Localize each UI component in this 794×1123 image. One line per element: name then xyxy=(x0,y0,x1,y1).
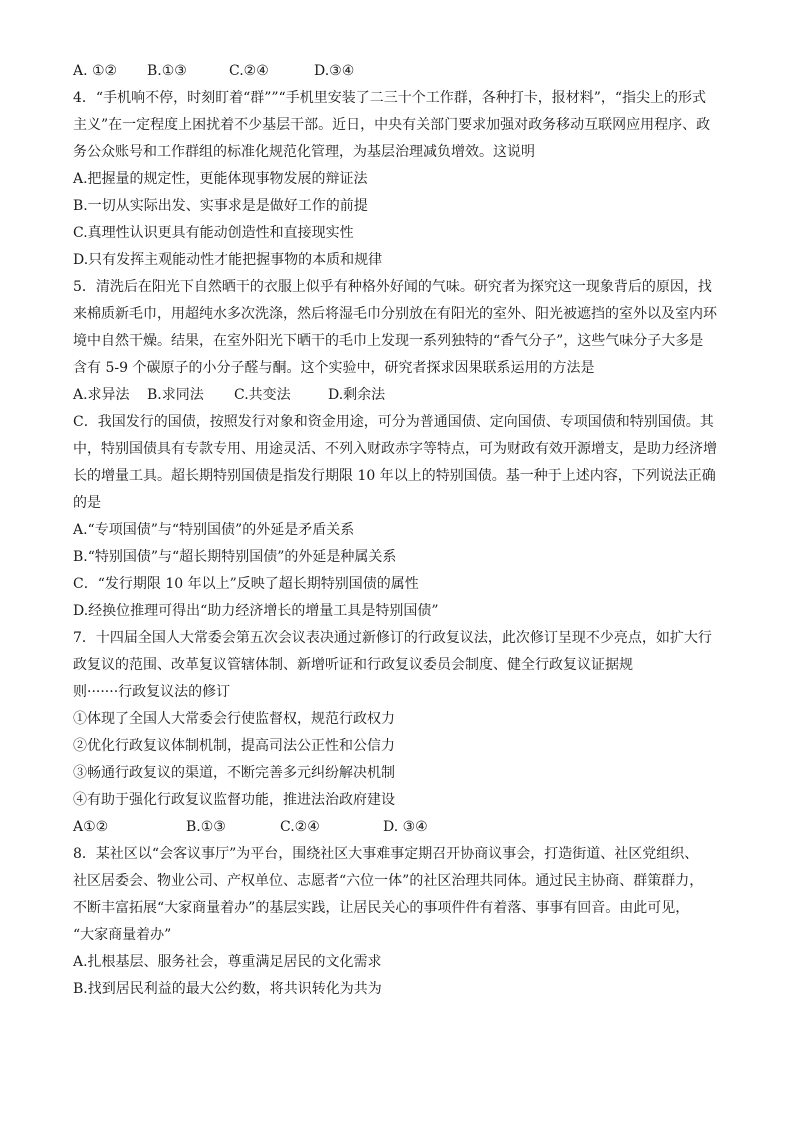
q3-options xyxy=(73,58,723,85)
q4-option-b: B.一切从实际出发、实事求是是做好工作的前提 xyxy=(73,198,368,214)
q6-option-b: B.“特别国债”与“超长期特别国债”的外延是种属关系 xyxy=(73,549,397,565)
q3-option-a: A. ①② xyxy=(73,63,118,79)
q6-option-a: A.“专项国债”与“特别国债”的外延是矛盾关系 xyxy=(73,522,355,538)
q4-option-d: D.只有发挥主观能动性才能把握事物的本质和规律 xyxy=(73,252,383,268)
q7-option-a: A①② xyxy=(73,819,109,835)
q5-stem-line: 含有 5-9 个碳原子的小分子醛与酮。这个实验中，研究者探求因果联系运用的方法是 xyxy=(73,360,595,376)
q8-stem-line: 8．某社区以“会客议事厅”为平台，围绕社区大事难事定期召开协商议事会，打造街道、社区党组织、 xyxy=(73,846,699,862)
q6-option-d: D.经换位推理可得出“助力经济增长的增量工具是特别国债” xyxy=(73,603,439,619)
question-4 xyxy=(73,85,723,274)
q7-options xyxy=(73,814,723,841)
q8-stem-line: “大家商量着办” xyxy=(73,927,172,943)
q7-item-1: ①体现了全国人大常委会行使监督权，规范行政权力 xyxy=(73,711,395,727)
q5-option-b: B.求同法 xyxy=(147,387,204,403)
q5-stem-line: 来棉质新毛巾，用超纯水多次洗涤，然后将湿毛巾分别放在有阳光的室外、阳光被遮挡的室外以及室内环 xyxy=(73,306,717,322)
q7-stem-line: 政复议的范围、改革复议管辖体制、新增听证和行政复议委员会制度、健全行政复议证据规 xyxy=(73,657,633,673)
q5-option-c: C.共变法 xyxy=(234,387,291,403)
q8-stem-line: 不断丰富拓展“大家商量着办”的基层实践，让居民关心的事项件件有着落、事事有回音。由此可见， xyxy=(73,900,690,916)
q6-stem-line: C．我国发行的国债，按照发行对象和资金用途，可分为普通国债、定向国债、专项国债和特别国债。其 xyxy=(73,414,714,430)
question-8 xyxy=(73,841,723,1003)
q6-stem-line: 的是 xyxy=(73,495,101,511)
q7-item-3: ③畅通行政复议的渠道，不断完善多元纠纷解决机制 xyxy=(73,765,395,781)
question-7 xyxy=(73,625,723,841)
question-5 xyxy=(73,274,723,409)
q7-item-4: ④有助于强化行政复议监督功能，推进法治政府建设 xyxy=(73,792,395,808)
q4-stem-line: 主义”在一定程度上困扰着不少基层干部。近日，中央有关部门要求加强对政务移动互联网应用程序、政 xyxy=(73,117,711,133)
q3-option-b: B.①③ xyxy=(147,63,187,79)
q7-stem-line: 7．十四届全国人大常委会第五次会议表决通过新修订的行政复议法，此次修订呈现不少亮点，如扩大行 xyxy=(73,630,712,646)
q6-stem-line: 长的增量工具。超长期特别国债是指发行期限 10 年以上的特别国债。基一种于上述内容，下列说法正确 xyxy=(73,468,716,484)
q7-stem-line: 则·······行政复议法的修订 xyxy=(73,684,231,700)
q6-option-c: C．“发行期限 10 年以上”反映了超长期特别国债的属性 xyxy=(73,576,419,592)
q5-option-d: D.剩余法 xyxy=(328,387,386,403)
q5-stem-line: 境中自然干燥。结果，在室外阳光下晒干的毛巾上发现一系列独特的“香气分子”，这些气味分子大多是 xyxy=(73,333,704,349)
q4-stem-line: 务公众账号和工作群组的标准化规范化管理，为基层治理减负增效。这说明 xyxy=(73,144,535,160)
q5-options xyxy=(73,382,723,409)
q4-option-c: C.真理性认识更具有能动创造性和直接现实性 xyxy=(73,225,354,241)
q7-option-c: C.②④ xyxy=(280,819,320,835)
q7-item-2: ②优化行政复议体制机制，提高司法公正性和公信力 xyxy=(73,738,395,754)
q8-option-a: A.扎根基层、服务社会，尊重满足居民的文化需求 xyxy=(73,954,382,970)
question-6 xyxy=(73,409,723,625)
q7-option-d: D. ③④ xyxy=(383,819,428,835)
q5-stem-line: 5．清洗后在阳光下自然晒干的衣服上似乎有种格外好闻的气味。研究者为探究这一现象背后的原因，找 xyxy=(73,279,712,295)
q8-option-b: B.找到居民利益的最大公约数，将共识转化为共为 xyxy=(73,981,382,997)
q7-option-b: B.①③ xyxy=(186,819,226,835)
q8-stem-line: 社区居委会、物业公司、产权单位、志愿者“六位一体”的社区治理共同体。通过民主协商、群策群力， xyxy=(73,873,704,889)
q5-option-a: A.求异法 xyxy=(73,387,130,403)
q3-option-d: D.③④ xyxy=(314,63,355,79)
exam-page xyxy=(73,58,723,1003)
q3-option-c: C.②④ xyxy=(229,63,269,79)
q4-stem-line: 4．“手机响不停，时刻盯着“群””“手机里安装了二三十个工作群，各种打卡，报材料”，“指尖上的形式 xyxy=(73,90,707,106)
q4-option-a: A.把握量的规定性，更能体现事物发展的辩证法 xyxy=(73,171,368,187)
q6-stem-line: 中，特别国债具有专款专用、用途灵活、不列入财政赤字等特点，可为财政有效开源增支，是助力经济增 xyxy=(73,441,717,457)
